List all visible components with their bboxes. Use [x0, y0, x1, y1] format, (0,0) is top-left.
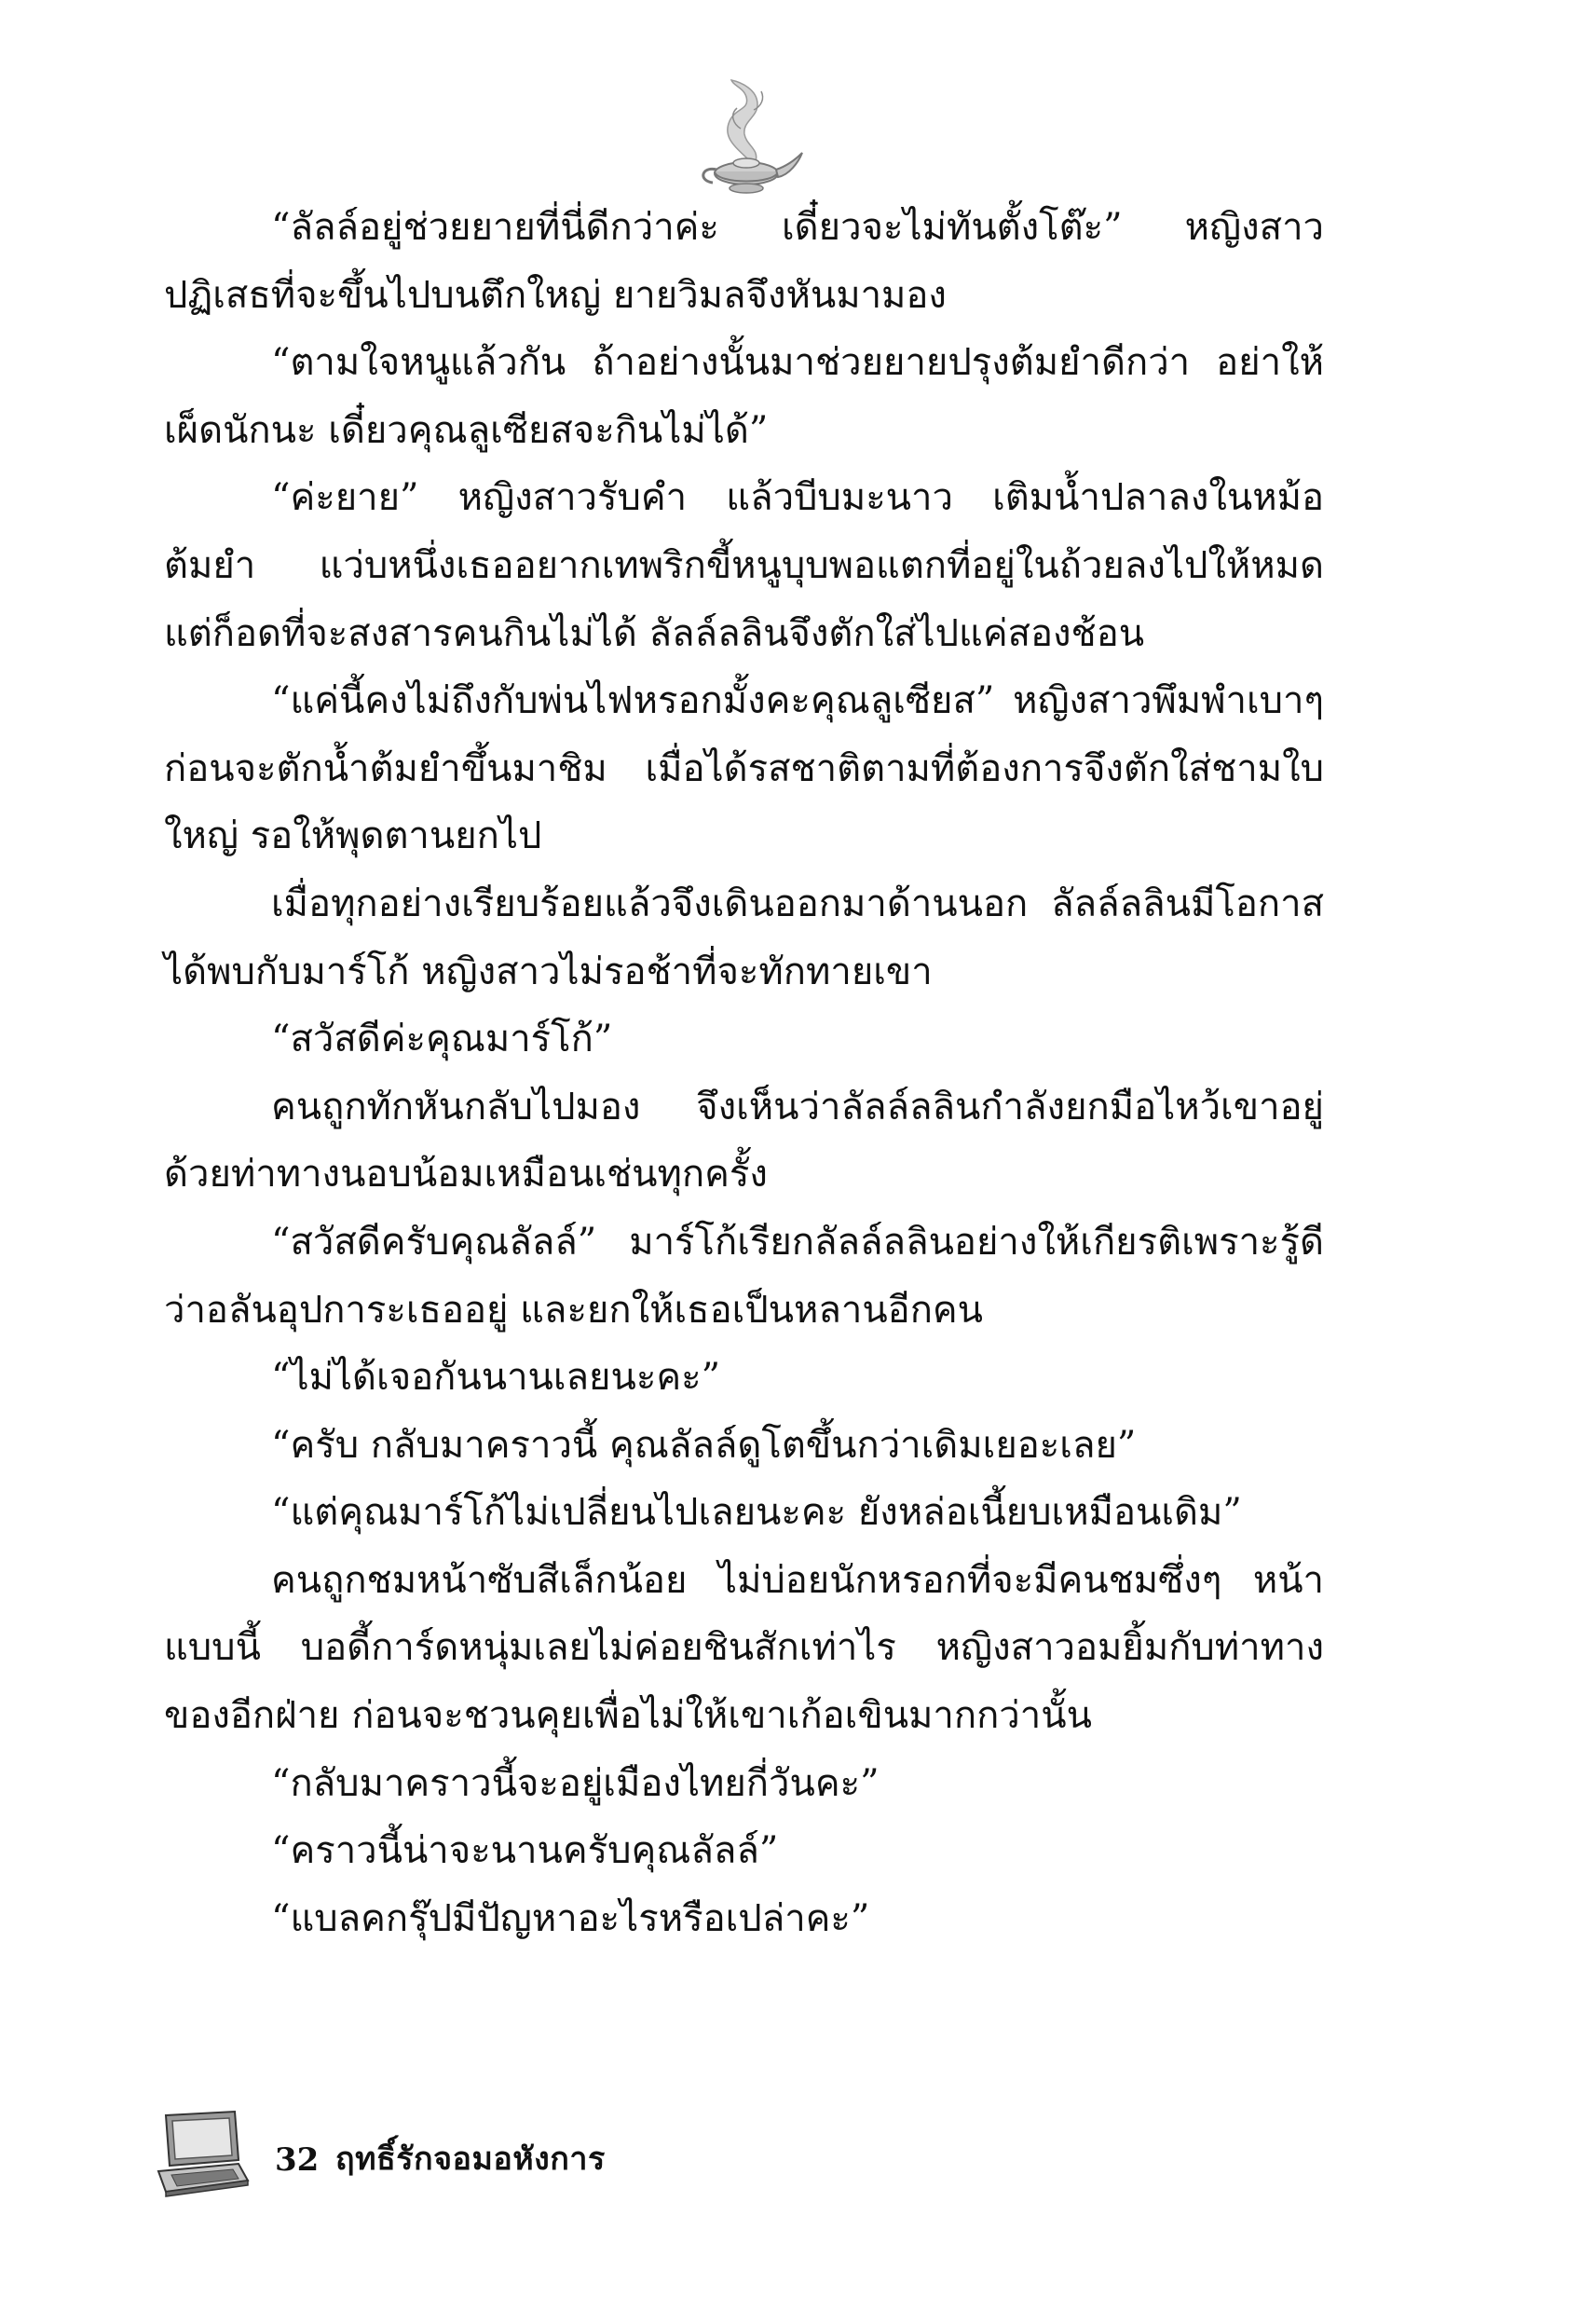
book-title: ฤทธิ์รักจอมอหังการ — [335, 2140, 606, 2178]
paragraph: “คราวนี้น่าจะนานครับคุณลัลล์” — [271, 1829, 779, 1873]
magic-lamp-icon — [685, 73, 806, 198]
page-footer — [149, 2106, 801, 2208]
paragraph: “ครับ กลับมาคราวนี้ คุณลัลล์ดูโตขึ้นกว่าเดิมเยอะเลย” — [271, 1423, 1137, 1467]
laptop-icon — [149, 2106, 252, 2199]
paragraph: คนถูกทักหันกลับไปมอง จึงเห็นว่าลัลล์ลลินกำลังยกมือไหว้เขาอยู่ด้วยท่าทางนอบน้อมเหมือนเช่นทุกครั้ง — [164, 1085, 1324, 1197]
paragraph: “สวัสดีค่ะคุณมาร์โก้” — [271, 1018, 613, 1061]
paragraph: “ตามใจหนูแล้วกัน ถ้าอย่างนั้นมาช่วยยายปรุงต้มยำดีกว่า อย่าให้เผ็ดนักนะ เดี๋ยวคุณลูเซียสจะกินไม่ได้” — [164, 341, 1324, 452]
paragraph: “ค่ะยาย” หญิงสาวรับคำ แล้วบีบมะนาว เติมน้ำปลาลงในหม้อต้มยำ แว่บหนึ่งเธออยากเทพริกขี้หนูบุบพอแตกที่อยู่ในถ้วยลงไปให้หมด แต่ก็อดที่จะสงสารคนกินไม่ได้ ลัลล์ลลินจึงตักใส่ไปแค่สองช้อน — [164, 476, 1324, 655]
page-number: 32 — [275, 2141, 320, 2179]
paragraph: “สวัสดีครับคุณลัลล์” มาร์โก้เรียกลัลล์ลลินอย่างให้เกียรติเพราะรู้ดีว่าอลันอุปการะเธออยู่ และยกให้เธอเป็นหลานอีกคน — [164, 1220, 1324, 1332]
paragraph: “กลับมาคราวนี้จะอยู่เมืองไทยกี่วันคะ” — [271, 1761, 880, 1805]
paragraph: เมื่อทุกอย่างเรียบร้อยแล้วจึงเดินออกมาด้านนอก ลัลล์ลลินมีโอกาสได้พบกับมาร์โก้ หญิงสาวไม่รอช้าที่จะทักทายเขา — [164, 882, 1324, 993]
story-text — [164, 194, 1324, 1952]
paragraph: คนถูกชมหน้าซับสีเล็กน้อย ไม่บ่อยนักหรอกที่จะมีคนชมซึ่งๆ หน้าแบบนี้ บอดี้การ์ดหนุ่มเลยไม่ค่อยชินสักเท่าไร หญิงสาวอมยิ้มกับท่าทางของอีกฝ่าย ก่อนจะชวนคุยเพื่อไม่ให้เขาเก้อเขินมากกว่านั้น — [164, 1558, 1324, 1738]
paragraph: “ลัลล์อยู่ช่วยยายที่นี่ดีกว่าค่ะ เดี๋ยวจะไม่ทันตั้งโต๊ะ” หญิงสาวปฏิเสธที่จะขึ้นไปบนตึกใหญ่ ยายวิมลจึงหันมามอง — [164, 206, 1324, 317]
paragraph: “แบลคกรุ๊ปมีปัญหาอะไรหรือเปล่าคะ” — [271, 1896, 870, 1940]
paragraph: “แต่คุณมาร์โก้ไม่เปลี่ยนไปเลยนะคะ ยังหล่อเนี้ยบเหมือนเดิม” — [271, 1491, 1242, 1535]
paragraph: “แค่นี้คงไม่ถึงกับพ่นไฟหรอกมั้งคะคุณลูเซียส” หญิงสาวพึมพำเบาๆ ก่อนจะตักน้ำต้มยำขึ้นมาชิม เมื่อได้รสชาติตามที่ต้องการจึงตักใส่ชามใบใหญ่ รอให้พุดตานยกไป — [164, 679, 1324, 858]
paragraph: “ไม่ได้เจอกันนานเลยนะคะ” — [271, 1356, 721, 1400]
